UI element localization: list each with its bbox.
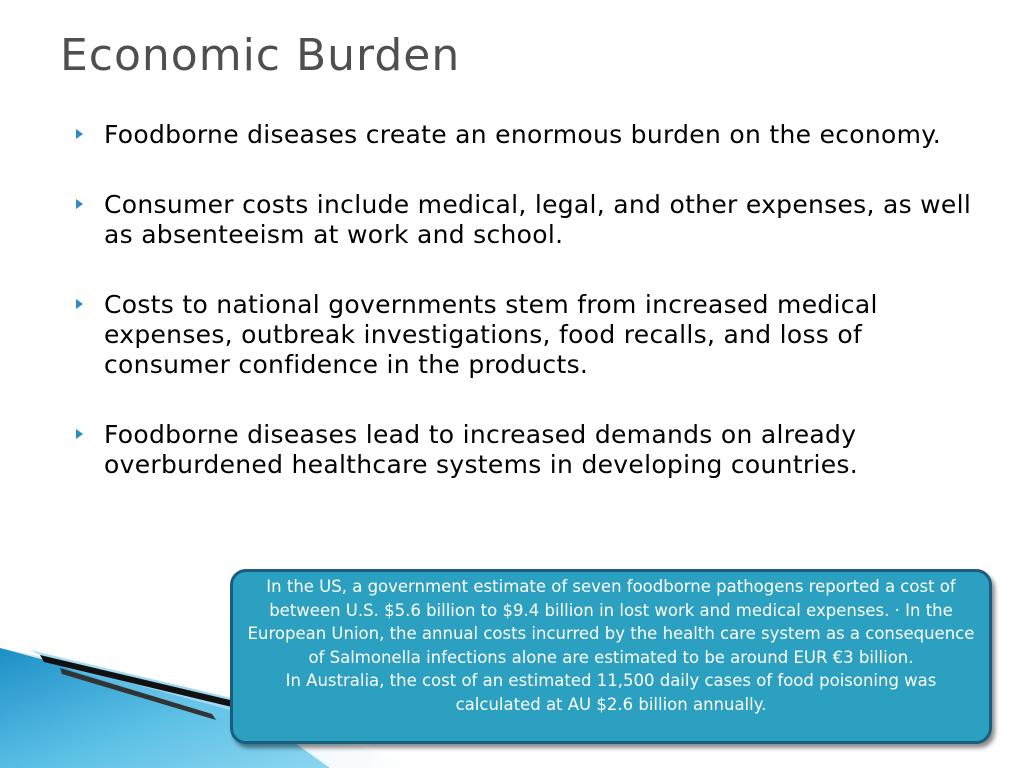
callout-paragraph: In Australia, the cost of an estimated 11,500 daily cases of food poisoning was calculated at AU $2.6 billion annually.: [285, 671, 937, 714]
triangle-bullet-icon: [76, 299, 83, 309]
callout-paragraph: In the US, a government estimate of seven foodborne pathogens reported a cost of between U.S. $5.6 billion to $9.4 billion in lost work and medical expenses. · In the European Union, the annual costs incurred by the health care system as a consequence of Salmonella infections alone are estimated to be around EUR €3 billion.: [247, 577, 975, 667]
bullet-item: [76, 120, 976, 150]
cost-callout-box: [230, 569, 992, 744]
bullet-text: Costs to national governments stem from increased medical expenses, outbreak investigations, food recalls, and loss of consumer confidence in the products.: [104, 290, 878, 379]
bullet-text: Foodborne diseases create an enormous burden on the economy.: [104, 120, 942, 149]
bullet-item: [76, 290, 976, 380]
bullet-item: [76, 190, 976, 250]
bullet-item: [76, 420, 976, 480]
triangle-bullet-icon: [76, 429, 83, 439]
slide-title: Economic Burden: [60, 30, 461, 81]
bullet-list: [76, 120, 976, 520]
bullet-text: Foodborne diseases lead to increased demands on already overburdened healthcare systems in developing countries.: [104, 420, 858, 479]
triangle-bullet-icon: [76, 129, 83, 139]
bullet-text: Consumer costs include medical, legal, and other expenses, as well as absenteeism at work and school.: [104, 190, 972, 249]
triangle-bullet-icon: [76, 199, 83, 209]
